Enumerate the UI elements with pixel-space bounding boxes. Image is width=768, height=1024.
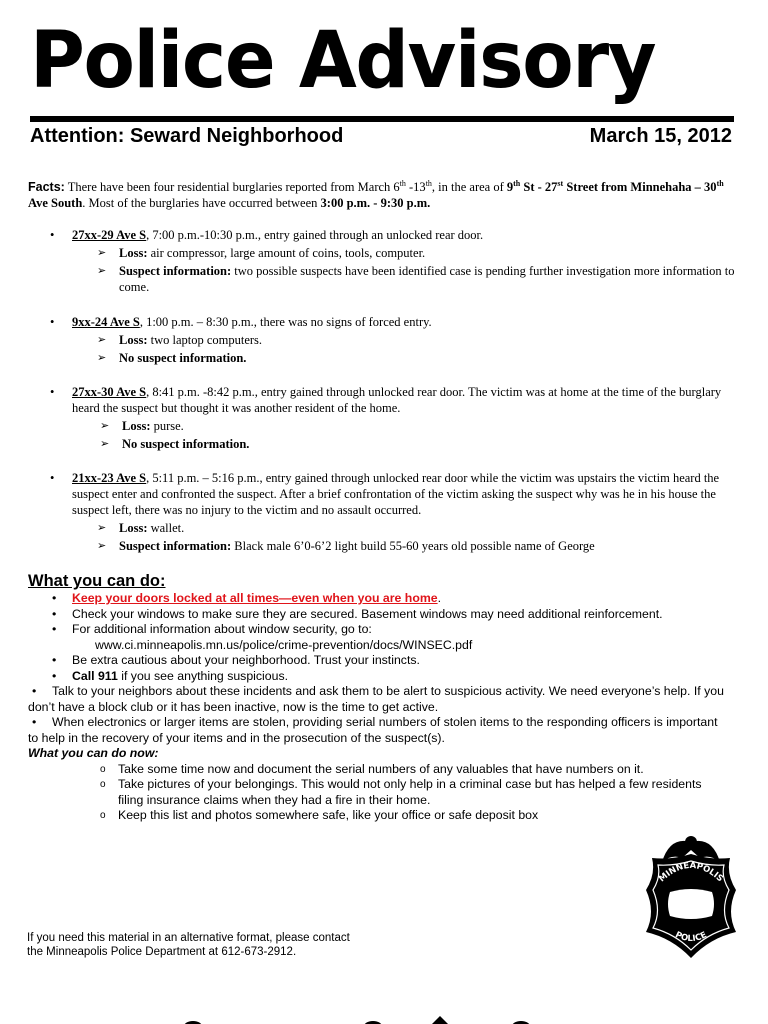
bullet-icon: •: [50, 228, 55, 242]
bullet-icon: •: [52, 622, 57, 636]
arrow-bullet-icon: ➢: [97, 522, 107, 534]
bullet-icon: •: [32, 715, 37, 729]
incident-description: , 7:00 p.m.-10:30 p.m., entry gained through an unlocked rear door.: [146, 228, 484, 242]
badge-bottom-text: POLICE: [673, 930, 709, 945]
title-rule: [30, 116, 734, 122]
window-security-link[interactable]: www.ci.minneapolis.mn.us/police/crime-prevention/docs/WINSEC.pdf: [95, 637, 473, 652]
incident-description: , 5:11 p.m. – 5:16 p.m., entry gained through unlocked rear door while the victim was upstairs the victim heard the suspect enter and confronted the suspect. After a brief confrontation of the victim asking the suspect why was he in his house the suspect left, there was no injury to the victim and no assault occurred.: [72, 471, 720, 517]
arrow-bullet-icon: ➢: [97, 247, 107, 259]
bullet-icon: •: [52, 606, 57, 621]
call-911: Call 911: [72, 668, 118, 683]
circle-bullet-icon: o: [100, 779, 106, 790]
bullet-icon: •: [50, 471, 55, 485]
incident-address: 27xx-30 Ave S: [72, 385, 147, 399]
incident-item: • 21xx-23 Ave S, 5:11 p.m. – 5:16 p.m., entry gained through unlocked rear door while the victim was upstairs the victim heard the suspect enter and confronted the suspect. After a brief confrontation of the victim asking the suspect why was he in his house the suspect left, there was no injury to the victim and no assault occurred. ➢ Loss: wallet. ➢ Suspect information: Black male 6’0-6’2 light build 55-60 years old possible name of George: [50, 471, 720, 553]
incident-item: • 27xx-30 Ave S, 8:41 p.m. -8:42 p.m., entry gained through unlocked rear door. The victim was at home at the time of the burglary heard the suspect but thought it was another resident of the home. ➢ Loss: purse. ➢ No suspect information.: [50, 385, 722, 451]
section-heading: What you can do:: [28, 572, 166, 590]
arrow-bullet-icon: ➢: [97, 334, 107, 346]
tip-windows: • Check your windows to make sure they are secured. Basement windows may need additional reinforcement.: [52, 606, 663, 621]
incident-description: , 1:00 p.m. – 8:30 p.m., there was no signs of forced entry.: [139, 315, 432, 329]
advisory-date: March 15, 2012: [589, 125, 732, 147]
incident-address: 21xx-23 Ave S: [72, 471, 147, 485]
bullet-icon: •: [52, 591, 57, 605]
tip-cautious: Be extra cautious about your neighborhood. Trust your instincts.: [72, 653, 420, 667]
incident-description: , 8:41 p.m. -8:42 p.m., entry gained through unlocked rear door. The victim was at home at the time of the burglary heard the suspect but thought it was another resident of the home.: [72, 385, 722, 415]
attention-line: Attention: Seward Neighborhood: [30, 125, 344, 147]
loss-text: air compressor, large amount of coins, tools, computer.: [147, 246, 426, 260]
bullet-icon: •: [50, 385, 55, 399]
tip-locked: Keep your doors locked at all times—even when you are home: [72, 591, 438, 605]
loss-text: purse.: [150, 419, 184, 433]
time-range: 3:00 p.m. - 9:30 p.m.: [320, 196, 431, 211]
police-badge-icon: [640, 828, 742, 960]
now-heading: What you can do now:: [28, 746, 159, 760]
now-item: o Take some time now and document the serial numbers of any valuables that have numbers on it.: [100, 761, 644, 776]
circle-bullet-icon: o: [100, 763, 106, 775]
loss-text: two laptop computers.: [147, 333, 263, 347]
bullet-icon: •: [50, 315, 55, 329]
facts-label: Facts:: [28, 180, 65, 195]
tips-list: • Keep your doors locked at all times—even when you are home. • Check your windows to make sure they are secured. Basement windows may need additional reinforcement. • For additional information about window security, go to: www.ci.minneapolis.mn.us/police/crime-prevention/docs/WINSEC.pdf • Be extra cautious about your neighborhood. Trust your instincts. • Call 911 if you see anything suspicious. • Talk to your neighbors about these incidents and ask them to be alert to suspicious activity. We need everyone’s help. If you don’t have a block club or it has been inactive, now is the time to get active. • When electronics or larger items are stolen, providing serial numbers of stolen items to the responding officers is important to help in the recovery of your items and in the prosecution of the suspect(s). What you can do now: o Take some time now and document the serial numbers of any valuables that have numbers on it. o Take pictures of your belongings. This would not only help in a criminal case but has helped a few residents filing insurance claims when they had a fire in their home. o Keep this list and photos somewhere safe, like your office or safe deposit box: [28, 591, 728, 824]
incident-address: 27xx-29 Ave S: [72, 228, 147, 242]
now-item: o Take pictures of your belongings. This would not only help in a criminal case but has helped a few residents filing insurance claims when they had a fire in their home.: [100, 777, 702, 807]
facts-paragraph: Facts: There have been four residential burglaries reported from March 6th -13th, in the area of 9th St - 27st Street from Minnehaha – 30th Ave South. Most of the burglaries have occurred between 3:00 p.m. - 9:30 p.m.: [28, 179, 724, 211]
arrow-bullet-icon: ➢: [100, 438, 110, 450]
now-item: o Keep this list and photos somewhere safe, like your office or safe deposit box: [100, 808, 539, 822]
incident-item: • 9xx-24 Ave S, 1:00 p.m. – 8:30 p.m., there was no signs of forced entry. ➢ Loss: two laptop computers. ➢ No suspect information.: [50, 315, 432, 365]
arrow-bullet-icon: ➢: [97, 540, 107, 552]
cropped-footer-marks: [0, 1010, 768, 1024]
tip-neighbors: • Talk to your neighbors about these incidents and ask them to be alert to suspicious activity. We need everyone’s help. If you don’t have a block club or it has been inactive, now is the time to get active.: [28, 684, 724, 714]
tip-serial: • When electronics or larger items are stolen, providing serial numbers of stolen items to the responding officers is important to help in the recovery of your items and in the prosecution of the suspect(s).: [28, 715, 718, 745]
arrow-bullet-icon: ➢: [97, 265, 107, 277]
incident-address: 9xx-24 Ave S: [72, 315, 140, 329]
suspect-text: two possible suspects have been identified case is pending further investigation more information to come.: [119, 264, 735, 294]
arrow-bullet-icon: ➢: [100, 420, 110, 432]
tip-info: For additional information about window security, go to:: [72, 622, 372, 636]
suspect-text: Black male 6’0-6’2 light build 55-60 years old possible name of George: [231, 539, 595, 553]
bullet-icon: •: [52, 668, 57, 683]
badge-top-text: MINNEAPOLIS: [657, 860, 725, 885]
footer-note: If you need this material in an alternative format, please contact the Minneapolis Police Department at 612-673-2912.: [27, 932, 350, 958]
incident-item: • 27xx-29 Ave S, 7:00 p.m.-10:30 p.m., entry gained through an unlocked rear door. ➢ Loss: air compressor, large amount of coins, tools, computer. ➢ Suspect information: two possible suspects have been identified case is pending further investigation more information to come.: [50, 228, 735, 294]
loss-text: wallet.: [147, 521, 185, 535]
bullet-icon: •: [52, 653, 57, 667]
circle-bullet-icon: o: [100, 810, 106, 821]
page-title: Police Advisory: [30, 16, 656, 106]
bullet-icon: •: [32, 684, 37, 698]
arrow-bullet-icon: ➢: [97, 352, 107, 364]
